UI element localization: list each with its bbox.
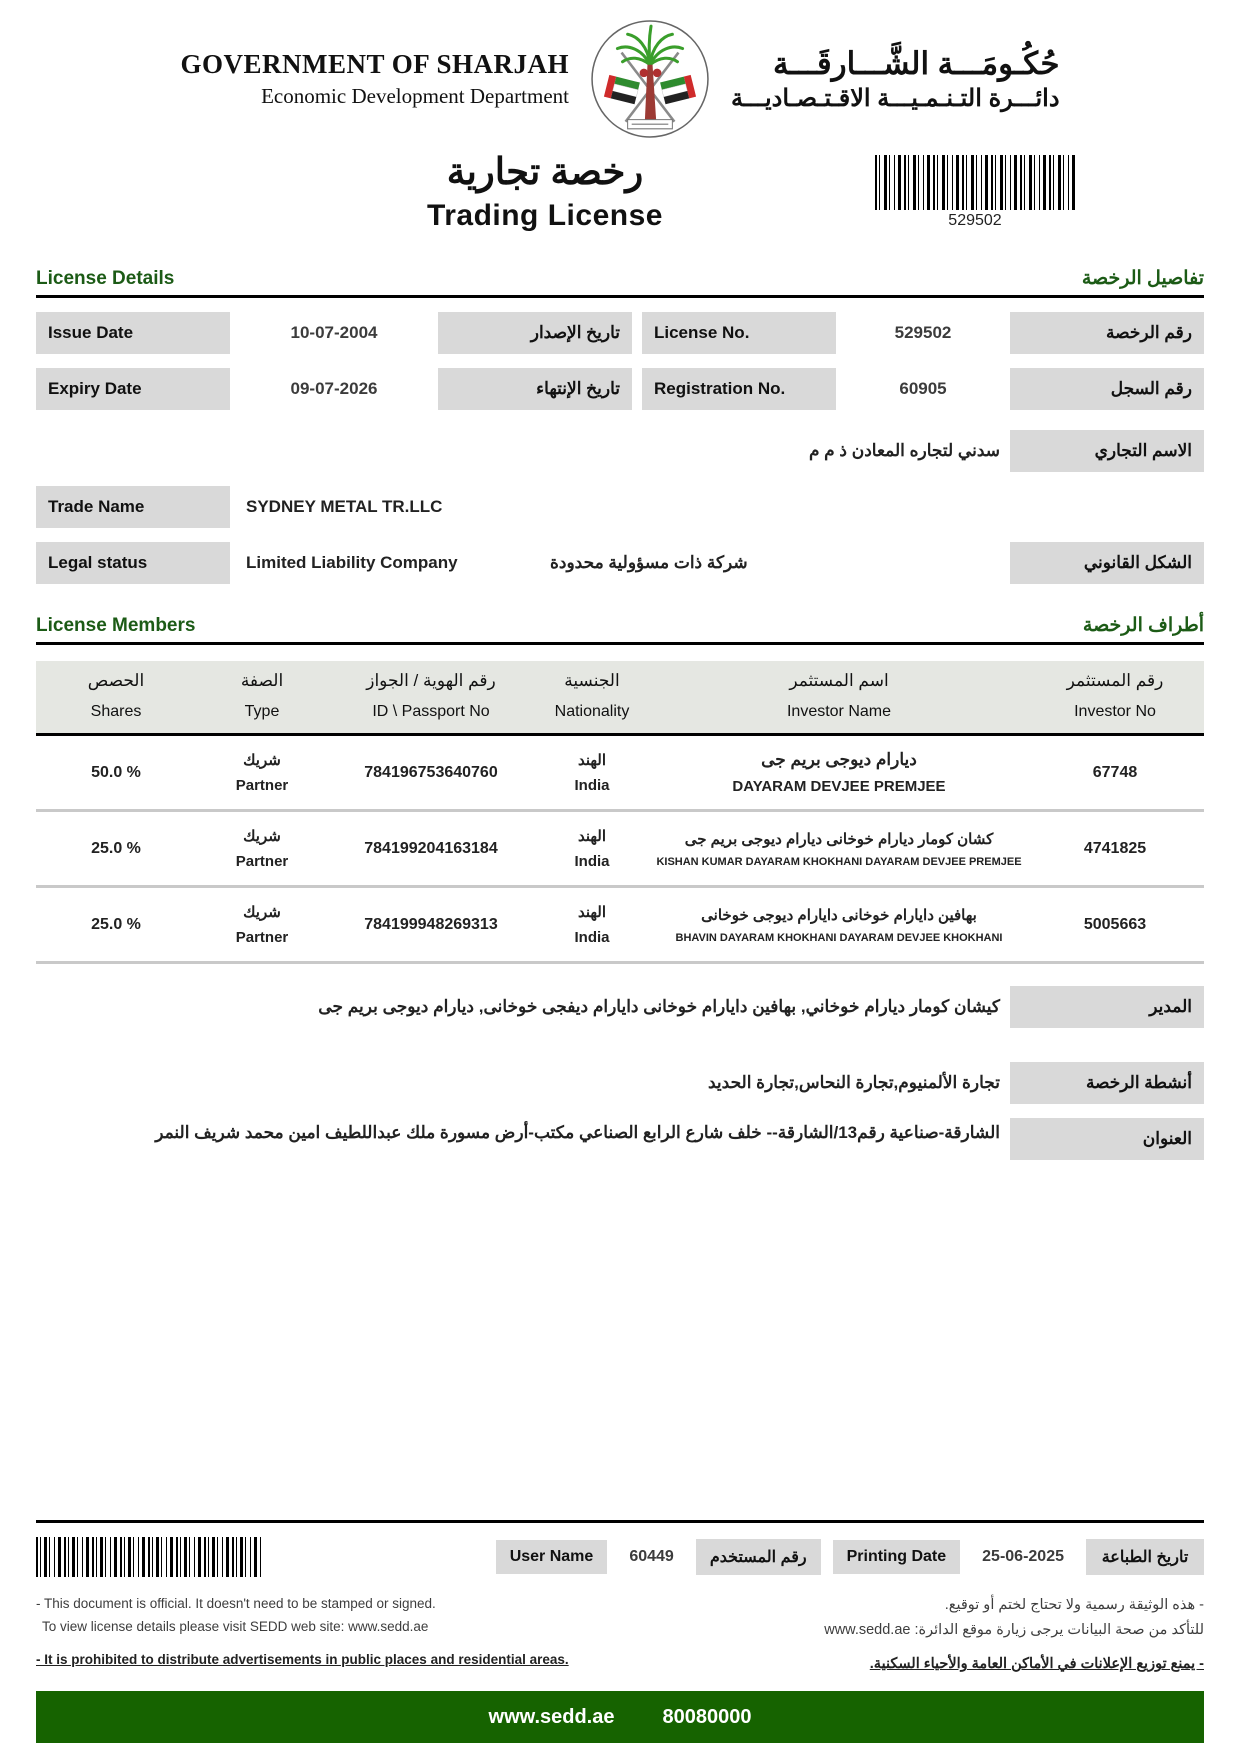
issue-date-label-ar: تاريخ الإصدار (438, 312, 632, 354)
note-ar-official: - هذه الوثيقة رسمية ولا تحتاج لختم أو توقيع. (944, 1597, 1204, 1614)
title-english: Trading License (427, 199, 663, 232)
expiry-date-label-en: Expiry Date (36, 368, 230, 410)
phone-number: 80080000 (662, 1705, 752, 1728)
col-nationality-ar: الجنسية (564, 671, 620, 690)
member-shares: 50.0 % (91, 763, 141, 781)
website-text: www.sedd.ae (488, 1705, 615, 1728)
notes-english (36, 1593, 569, 1672)
license-no-value: 529502 (894, 323, 952, 342)
member-investor-no: 4741825 (1083, 839, 1147, 857)
col-id-en: ID \ Passport No (372, 703, 490, 720)
address-row (36, 1118, 1204, 1160)
license-details-header (36, 267, 1204, 298)
member-name-ar: بهافين دايارام خوخانى دايارام ديوجى خوخانى (701, 906, 977, 924)
member-name (650, 906, 1028, 944)
user-name-label-en: User Name (496, 1540, 608, 1574)
member-nationality-ar: الهند (577, 752, 607, 769)
col-type (196, 671, 328, 721)
member-investor-no: 5005663 (1083, 915, 1147, 933)
row-expiry-registration (36, 368, 1204, 410)
legal-status-label-en: Legal status (36, 542, 230, 584)
expiry-date-value: 09-07-2026 (290, 379, 378, 398)
members-title-ar: أطراف الرخصة (1082, 615, 1204, 636)
col-investor-no-ar: رقم المستثمر (1066, 671, 1164, 690)
member-type-ar: شريك (243, 752, 281, 769)
note-en-official: - This document is official. It doesn't need to be stamped or signed. (36, 1596, 436, 1612)
title-arabic: رخصة تجارية (446, 151, 644, 192)
manager-row (36, 986, 1204, 1028)
activities-value: تجارة الألمنيوم,تجارة النحاس,تجارة الحديد (707, 1072, 1000, 1092)
col-type-ar: الصفة (240, 671, 284, 690)
col-investor-no (1028, 671, 1202, 721)
blank-space (36, 1160, 1204, 1520)
member-name-ar: كشان كومار ديارام خوخانى ديارام ديوجى بريم جى (684, 830, 994, 848)
member-type (196, 903, 328, 946)
registration-no-value: 60905 (899, 379, 947, 398)
issue-date-label-en: Issue Date (36, 312, 230, 354)
member-nationality-en: India (574, 853, 610, 870)
footer-divider (36, 1520, 1204, 1523)
document-header (36, 18, 1204, 140)
address-value: الشارقة-صناعية رقم13/الشارقة-- خلف شارع الرابع الصناعي مكتب-أرض مسورة ملك عبداللطيف امين محمد شريف النمر (155, 1123, 1000, 1142)
col-investor-name (650, 671, 1028, 721)
license-members-section (36, 614, 1204, 964)
table-row (36, 736, 1204, 812)
barcode-number: 529502 (948, 212, 1002, 229)
member-nationality (534, 903, 650, 946)
member-name-en: KISHAN KUMAR DAYARAM KHOKHANI DAYARAM DEVJEE PREMJEE (656, 855, 1022, 868)
member-type-en: Partner (235, 929, 289, 946)
member-nationality (534, 751, 650, 794)
member-investor-no: 67748 (1092, 763, 1138, 781)
member-type (196, 827, 328, 870)
note-en-website: To view license details please visit SEDD web site: www.sedd.ae (42, 1619, 429, 1635)
note-ar-prohibited: - يمنع توزيع الإعلانات في الأماكن العامة والأحياء السكنية. (869, 1656, 1204, 1673)
member-id-no: 784196753640760 (364, 763, 498, 781)
col-shares-en: Shares (90, 703, 142, 720)
row-trade-name-arabic (36, 430, 1204, 472)
col-nationality-en: Nationality (554, 703, 630, 720)
license-no-label-ar: رقم الرخصة (1010, 312, 1204, 354)
legal-status-value-ar: شركة ذات مسؤولية محدودة (550, 553, 748, 572)
org-name-arabic (731, 46, 1060, 113)
col-nationality (534, 671, 650, 721)
registration-no-label-en: Registration No. (642, 368, 836, 410)
section-title-en: License Details (36, 268, 175, 289)
member-name-en: DAYARAM DEVJEE PREMJEE (732, 778, 946, 795)
footer-meta-row (36, 1537, 1204, 1577)
activities-row (36, 1062, 1204, 1104)
org-name-en-line1: GOVERNMENT OF SHARJAH (180, 49, 569, 79)
issue-date-value: 10-07-2004 (290, 323, 378, 342)
member-shares: 25.0 % (91, 915, 141, 933)
member-nationality-ar: الهند (577, 828, 607, 845)
table-row (36, 812, 1204, 888)
org-name-ar-line2: دائـــرة التـنـمـيـــة الاقـتـصـاديـــة (730, 84, 1060, 112)
user-name-value: 60449 (629, 1548, 674, 1566)
address-label: العنوان (1010, 1118, 1204, 1160)
member-name-en: BHAVIN DAYARAM KHOKHANI DAYARAM DEVJEE KHOKHANI (675, 931, 1003, 944)
col-investor-no-en: Investor No (1074, 703, 1156, 720)
member-nationality-en: India (574, 929, 610, 946)
legal-status-label-ar: الشكل القانوني (1010, 542, 1204, 584)
member-name (650, 830, 1028, 868)
org-name-english (180, 49, 569, 109)
member-name-ar: ديارام ديوجى بريم جى (761, 750, 917, 769)
manager-label: المدير (1010, 986, 1204, 1028)
trade-name-ar-value: سدني لتجاره المعادن ذ م م (808, 441, 1000, 460)
row-issue-license (36, 312, 1204, 354)
org-name-ar-line1: حُكُـومَـــة الشَّـــارقَـــة (773, 45, 1060, 81)
org-name-en-line2: Economic Development Department (261, 84, 569, 108)
member-id-no: 784199948269313 (364, 915, 498, 933)
member-type-ar: شريك (243, 904, 281, 921)
members-table-body (36, 736, 1204, 964)
col-id-passport (328, 671, 534, 721)
member-name (650, 750, 1028, 795)
row-trade-name-english (36, 486, 1204, 528)
member-type (196, 751, 328, 794)
members-table-header (36, 661, 1204, 736)
license-no-label-en: License No. (642, 312, 836, 354)
col-shares-ar: الحصص (87, 671, 145, 690)
user-name-label-ar: رقم المستخدم (696, 1539, 821, 1575)
printing-date-label-ar: تاريخ الطباعة (1086, 1539, 1204, 1575)
barcode-bars (875, 155, 1075, 210)
trade-name-en-value: SYDNEY METAL TR.LLC (246, 497, 443, 516)
member-type-en: Partner (235, 853, 289, 870)
trade-name-ar-label: الاسم التجاري (1010, 430, 1204, 472)
col-shares (36, 671, 196, 721)
legal-status-value-en: Limited Liability Company (246, 553, 458, 572)
printing-date-value: 25-06-2025 (982, 1548, 1064, 1566)
member-shares: 25.0 % (91, 839, 141, 857)
notes-arabic (824, 1593, 1204, 1677)
col-investor-name-ar: اسم المستثمر (789, 671, 889, 690)
sharjah-emblem-icon (589, 18, 711, 140)
col-id-ar: رقم الهوية / الجواز (366, 671, 496, 690)
member-nationality-en: India (574, 777, 610, 794)
member-id-no: 784199204163184 (364, 839, 498, 857)
note-ar-website: للتأكد من صحة البيانات يرجى زيارة موقع الدائرة: www.sedd.ae (824, 1621, 1204, 1638)
row-legal-status (36, 542, 1204, 584)
license-details-section (36, 267, 1204, 584)
activities-label: أنشطة الرخصة (1010, 1062, 1204, 1104)
registration-no-label-ar: رقم السجل (1010, 368, 1204, 410)
footer-barcode (36, 1537, 261, 1577)
expiry-date-label-ar: تاريخ الإنتهاء (438, 368, 632, 410)
printing-date-label-en: Printing Date (833, 1540, 961, 1574)
members-title-en: License Members (36, 615, 196, 636)
license-members-header (36, 614, 1204, 645)
section-title-ar: تفاصيل الرخصة (1081, 268, 1204, 289)
member-nationality (534, 827, 650, 870)
bottom-contact-bar (36, 1691, 1204, 1743)
manager-value: كيشان كومار ديارام خوخاني, بهافين دايارام خوخانى دايارام ديفجى خوخانى, ديارام ديوجى بريم جى (318, 996, 1000, 1016)
license-barcode (875, 155, 1075, 230)
note-en-prohibited: - It is prohibited to distribute advertisements in public places and residential areas. (36, 1651, 569, 1667)
table-row (36, 888, 1204, 964)
member-type-en: Partner (235, 777, 289, 794)
trade-name-en-label: Trade Name (36, 486, 230, 528)
footer-notes (36, 1593, 1204, 1677)
member-nationality-ar: الهند (577, 904, 607, 921)
col-investor-name-en: Investor Name (786, 703, 892, 720)
col-type-en: Type (244, 703, 280, 720)
member-type-ar: شريك (243, 828, 281, 845)
